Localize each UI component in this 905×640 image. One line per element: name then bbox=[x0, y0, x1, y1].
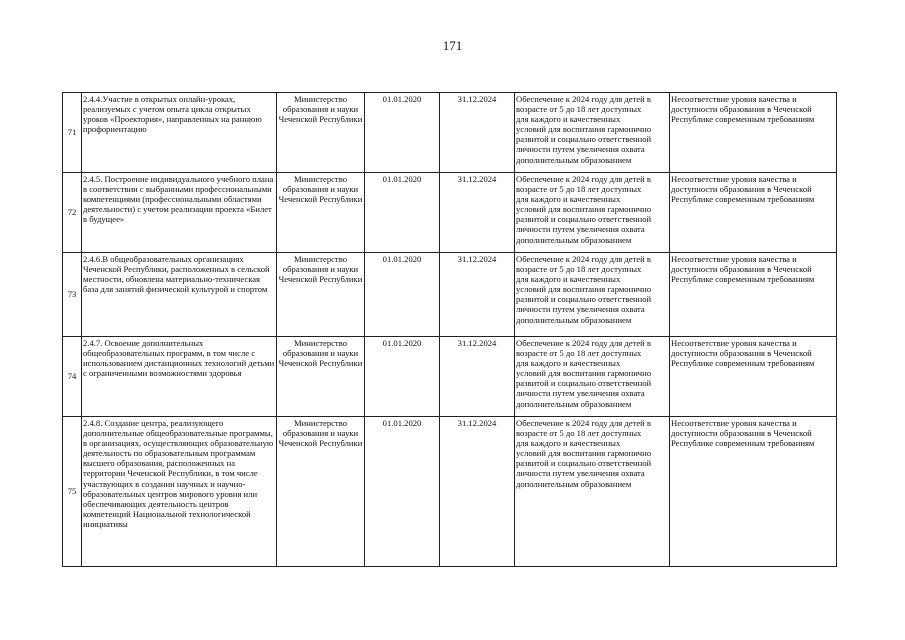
table-row bbox=[63, 337, 837, 417]
start-date: 01.01.2020 bbox=[382, 418, 422, 428]
table-row bbox=[63, 173, 837, 253]
executor-cell bbox=[277, 337, 365, 417]
row-number: 72 bbox=[67, 207, 77, 218]
end-date: 31.12.2024 bbox=[457, 174, 497, 184]
measure-title: 2.4.5. Построение индивидуального учебного плана в соответствии с выбранными профессиональными компетенциями (профессиональными областями деятельности) с учетом реализации проекта «Билет в будущее» bbox=[83, 174, 274, 225]
expected-result-cell bbox=[515, 93, 670, 173]
measure-title-cell bbox=[82, 337, 277, 417]
expected-result: Обеспечение к 2024 году для детей в возрасте от 5 до 18 лет доступных для каждого и качественных условий для воспитания гармонично развитой и социально ответственной личности путем увеличения охвата дополнительным образованием bbox=[516, 338, 652, 409]
executor-cell bbox=[277, 173, 365, 253]
risk-cell bbox=[670, 253, 837, 337]
row-number-cell bbox=[63, 93, 82, 173]
expected-result-cell bbox=[515, 417, 670, 567]
start-date: 01.01.2020 bbox=[382, 174, 422, 184]
measure-title: 2.4.7. Освоение дополнительных общеобразовательных программ, в том числе с использованием дистанционных технологий детьми с ограниченными возможностями здоровья bbox=[83, 338, 275, 379]
page-number: 171 bbox=[442, 38, 463, 53]
risk-text: Несоответствие уровня качества и доступности образования в Чеченской Республике современным требованиям bbox=[671, 174, 815, 205]
executor-cell bbox=[277, 253, 365, 337]
end-date-cell bbox=[440, 173, 515, 253]
executor: Министерство образования и науки Чеченской Республики bbox=[278, 254, 363, 285]
risk-text: Несоответствие уровня качества и доступности образования в Чеченской Республике современным требованиям bbox=[671, 418, 815, 449]
end-date-cell bbox=[440, 337, 515, 417]
start-date-cell bbox=[365, 337, 440, 417]
expected-result-cell bbox=[515, 253, 670, 337]
measures-table bbox=[62, 92, 837, 567]
table-row bbox=[63, 417, 837, 567]
executor: Министерство образования и науки Чеченской Республики bbox=[278, 94, 363, 125]
expected-result: Обеспечение к 2024 году для детей в возрасте от 5 до 18 лет доступных для каждого и качественных условий для воспитания гармонично развитой и социально ответственной личности путем увеличения охвата дополнительным образованием bbox=[516, 174, 652, 245]
measure-title: 2.4.8. Создание центра, реализующего дополнительные общеобразовательные программы, в организациях, осуществляющих образовательную деятельность по образовательным программам высшего образования, расположенных на территории Чеченской Республики, в том числе участвующих в создании научных и научно-образовательных центров мирового уровня или обеспечивающих деятельность центров компетенций Национальной технологической инициативы bbox=[83, 418, 274, 529]
start-date-cell bbox=[365, 93, 440, 173]
measure-title-cell bbox=[82, 253, 277, 337]
expected-result-cell bbox=[515, 173, 670, 253]
start-date: 01.01.2020 bbox=[382, 338, 422, 348]
measure-title: 2.4.4.Участие в открытых онлайн-уроках, реализуемых с учетом опыта цикла открытых уроков «Проектория», направленных на раннюю профориентацию bbox=[83, 94, 262, 135]
row-number: 74 bbox=[67, 371, 77, 382]
end-date: 31.12.2024 bbox=[457, 254, 497, 264]
table-row bbox=[63, 253, 837, 337]
start-date: 01.01.2020 bbox=[382, 94, 422, 104]
risk-text: Несоответствие уровня качества и доступности образования в Чеченской Республике современным требованиям bbox=[671, 338, 815, 369]
executor-cell bbox=[277, 93, 365, 173]
start-date-cell bbox=[365, 253, 440, 337]
row-number: 75 bbox=[67, 486, 77, 497]
risk-cell bbox=[670, 337, 837, 417]
risk-cell bbox=[670, 417, 837, 567]
executor: Министерство образования и науки Чеченской Республики bbox=[278, 174, 363, 205]
expected-result: Обеспечение к 2024 году для детей в возрасте от 5 до 18 лет доступных для каждого и качественных условий для воспитания гармонично развитой и социально ответственной личности путем увеличения охвата дополнительным образованием bbox=[516, 94, 652, 165]
expected-result-cell bbox=[515, 337, 670, 417]
measure-title-cell bbox=[82, 93, 277, 173]
end-date: 31.12.2024 bbox=[457, 94, 497, 104]
table-row bbox=[63, 93, 837, 173]
end-date-cell bbox=[440, 417, 515, 567]
row-number: 71 bbox=[67, 127, 77, 138]
row-number-cell bbox=[63, 337, 82, 417]
executor: Министерство образования и науки Чеченской Республики bbox=[278, 418, 363, 449]
end-date: 31.12.2024 bbox=[457, 418, 497, 428]
row-number: 73 bbox=[67, 289, 77, 300]
measure-title-cell bbox=[82, 173, 277, 253]
start-date: 01.01.2020 bbox=[382, 254, 422, 264]
risk-text: Несоответствие уровня качества и доступности образования в Чеченской Республике современным требованиям bbox=[671, 94, 815, 125]
row-number-cell bbox=[63, 417, 82, 567]
end-date: 31.12.2024 bbox=[457, 338, 497, 348]
end-date-cell bbox=[440, 93, 515, 173]
executor: Министерство образования и науки Чеченской Республики bbox=[278, 338, 363, 369]
row-number-cell bbox=[63, 253, 82, 337]
expected-result: Обеспечение к 2024 году для детей в возрасте от 5 до 18 лет доступных для каждого и качественных условий для воспитания гармонично развитой и социально ответственной личности путем увеличения охвата дополнительным образованием bbox=[516, 254, 652, 325]
risk-cell bbox=[670, 173, 837, 253]
measure-title: 2.4.6.В общеобразовательных организациях Чеченской Республики, расположенных в сельской местности, обновлена материально-техническая база для занятий физической культурой и спортом bbox=[83, 254, 270, 295]
row-number-cell bbox=[63, 173, 82, 253]
end-date-cell bbox=[440, 253, 515, 337]
start-date-cell bbox=[365, 417, 440, 567]
measure-title-cell bbox=[82, 417, 277, 567]
expected-result: Обеспечение к 2024 году для детей в возрасте от 5 до 18 лет доступных для каждого и качественных условий для воспитания гармонично развитой и социально ответственной личности путем увеличения охвата дополнительным образованием bbox=[516, 418, 652, 489]
risk-cell bbox=[670, 93, 837, 173]
executor-cell bbox=[277, 417, 365, 567]
start-date-cell bbox=[365, 173, 440, 253]
risk-text: Несоответствие уровня качества и доступности образования в Чеченской Республике современным требованиям bbox=[671, 254, 815, 285]
